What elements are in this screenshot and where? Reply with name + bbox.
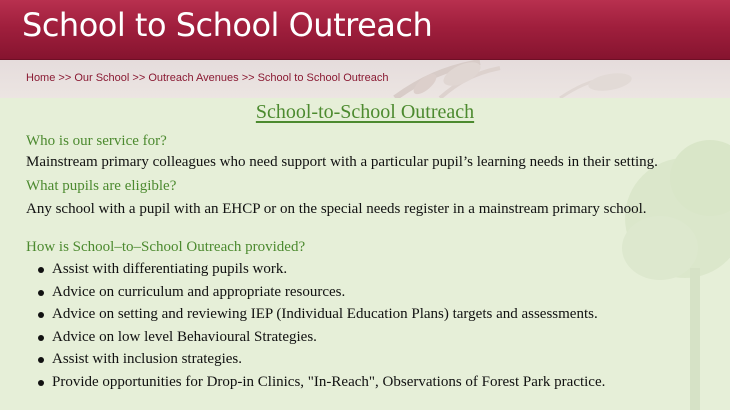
site-banner — [0, 0, 730, 60]
list-item: Advice on setting and reviewing IEP (Individual Education Plans) targets and assessments. — [36, 306, 605, 329]
list-item: Advice on low level Behavioural Strategies. — [36, 329, 605, 352]
breadcrumb — [26, 72, 388, 84]
answer-who-is-service-for: Mainstream primary colleagues who need support with a particular pupil’s learning needs in their setting. — [26, 154, 658, 170]
breadcrumb-current-page[interactable]: School to School Outreach — [257, 72, 389, 84]
question-eligible-pupils: What pupils are eligible? — [26, 178, 177, 194]
answer-eligible-pupils: Any school with a pupil with an EHCP or on the special needs register in a mainstream primary school. — [26, 201, 647, 217]
breadcrumb-separator: >> — [58, 72, 75, 84]
list-item: Assist with differentiating pupils work. — [36, 261, 605, 284]
breadcrumb-strip — [0, 60, 730, 98]
question-how-provided: How is School–to–School Outreach provided? — [26, 239, 306, 255]
list-item: Provide opportunities for Drop-in Clinics, "In-Reach", Observations of Forest Park practice. — [36, 374, 605, 397]
question-who-is-service-for: Who is our service for? — [26, 133, 167, 149]
breadcrumb-separator: >> — [241, 72, 258, 84]
list-item: Advice on curriculum and appropriate resources. — [36, 284, 605, 307]
page-title: School-to-School Outreach — [255, 101, 475, 123]
provision-list — [36, 261, 605, 396]
main-content — [0, 98, 730, 410]
breadcrumb-outreach-avenues[interactable]: Outreach Avenues — [148, 72, 239, 84]
breadcrumb-home[interactable]: Home — [26, 72, 56, 84]
list-item: Assist with inclusion strategies. — [36, 351, 605, 374]
banner-title: School to School Outreach — [22, 6, 433, 44]
breadcrumb-our-school[interactable]: Our School — [74, 72, 130, 84]
breadcrumb-separator: >> — [132, 72, 149, 84]
